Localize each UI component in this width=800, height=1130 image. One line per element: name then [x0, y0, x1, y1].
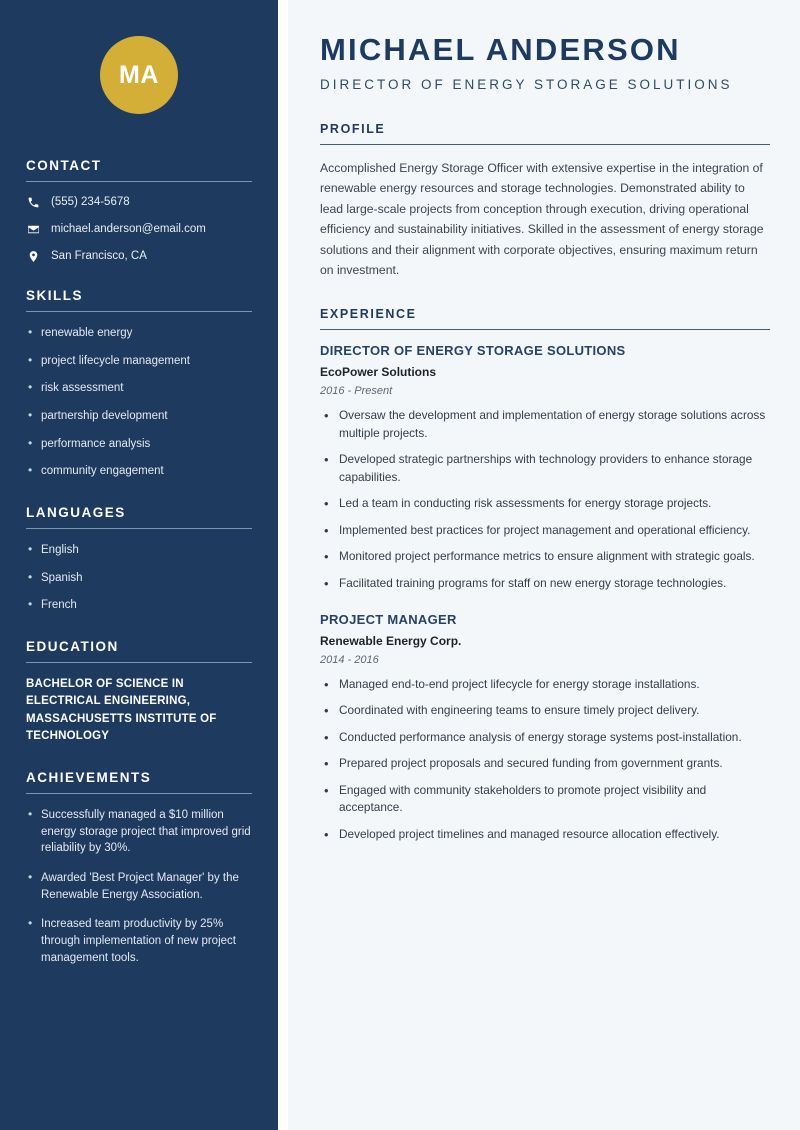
contact-phone-value: (555) 234-5678 — [51, 196, 130, 208]
list-item: • partnership development — [26, 408, 252, 425]
job-dates: 2014 - 2016 — [320, 653, 379, 666]
profile-heading: PROFILE — [320, 122, 386, 137]
list-item: • Monitored project performance metrics to ensure alignment with strategic goals. — [320, 548, 770, 565]
job-company: Renewable Energy Corp. — [320, 633, 462, 648]
list-item: • Awarded 'Best Project Manager' by the Renewable Energy Association. — [26, 870, 252, 903]
professional-title: DIRECTOR OF ENERGY STORAGE SOLUTIONS — [320, 77, 733, 93]
contact-item-phone[interactable] — [26, 195, 252, 209]
list-item: • Coordinated with engineering teams to ensure timely project delivery. — [320, 702, 770, 719]
contact-heading: CONTACT — [26, 158, 102, 173]
experience-heading: EXPERIENCE — [320, 307, 417, 322]
contact-email-value: michael.anderson@email.com — [51, 223, 206, 235]
list-item: • Increased team productivity by 25% through implementation of new project management tools. — [26, 916, 252, 966]
skills-list — [26, 325, 252, 480]
list-item: • risk assessment — [26, 380, 252, 397]
list-item: • French — [26, 597, 252, 614]
languages-list — [26, 542, 252, 614]
location-pin-icon — [26, 249, 40, 263]
achievements-heading: ACHIEVEMENTS — [26, 770, 152, 786]
education-heading: EDUCATION — [26, 639, 119, 655]
job-bullet-list — [320, 407, 770, 592]
skills-section — [26, 288, 252, 480]
sidebar — [0, 0, 278, 1130]
job-role: DIRECTOR OF ENERGY STORAGE SOLUTIONS — [320, 343, 626, 359]
contact-section — [26, 158, 252, 263]
education-divider — [26, 662, 252, 663]
avatar-container — [26, 0, 252, 158]
experience-section — [320, 307, 770, 843]
page-title: MICHAEL ANDERSON — [320, 32, 681, 67]
job-company: EcoPower Solutions — [320, 365, 437, 380]
avatar-initials: MA — [100, 36, 178, 114]
languages-section — [26, 505, 252, 614]
contact-location-value: San Francisco, CA — [51, 250, 147, 262]
profile-divider — [320, 144, 770, 145]
skills-divider — [26, 311, 252, 312]
column-gap — [278, 0, 288, 1130]
languages-divider — [26, 528, 252, 529]
contact-item-location[interactable] — [26, 249, 252, 263]
experience-entry — [320, 612, 770, 843]
list-item: • Successfully managed a $10 million energy storage project that improved grid reliability by 30%. — [26, 807, 252, 857]
profile-section — [320, 122, 770, 280]
list-item: • Managed end-to-end project lifecycle for energy storage installations. — [320, 676, 770, 693]
list-item: • Facilitated training programs for staff on new energy storage technologies. — [320, 575, 770, 592]
achievements-list — [26, 807, 252, 966]
contact-divider — [26, 181, 252, 182]
list-item: • Developed strategic partnerships with technology providers to enhance storage capabilities. — [320, 451, 770, 486]
list-item: • Spanish — [26, 570, 252, 587]
list-item: • community engagement — [26, 463, 252, 480]
list-item: • Engaged with community stakeholders to promote project visibility and acceptance. — [320, 782, 770, 817]
phone-icon — [26, 195, 40, 209]
job-dates: 2016 - Present — [320, 385, 393, 398]
education-section — [26, 639, 252, 745]
job-role: PROJECT MANAGER — [320, 611, 457, 627]
list-item: • Implemented best practices for project management and operational efficiency. — [320, 522, 770, 539]
experience-entry — [320, 343, 770, 592]
main-content — [288, 0, 800, 1130]
achievements-section — [26, 770, 252, 966]
list-item: • renewable energy — [26, 325, 252, 342]
education-entry: BACHELOR OF SCIENCE IN ELECTRICAL ENGINEERING, MASSACHUSETTS INSTITUTE OF TECHNOLOGY — [26, 678, 217, 742]
list-item: • performance analysis — [26, 436, 252, 453]
list-item: • Developed project timelines and managed resource allocation effectively. — [320, 826, 770, 843]
list-item: • English — [26, 542, 252, 559]
list-item: • Oversaw the development and implementation of energy storage solutions across multiple projects. — [320, 407, 770, 442]
languages-heading: LANGUAGES — [26, 505, 126, 521]
skills-heading: SKILLS — [26, 288, 84, 303]
job-bullet-list — [320, 676, 770, 843]
list-item: • project lifecycle management — [26, 353, 252, 370]
achievements-divider — [26, 793, 252, 794]
list-item: • Conducted performance analysis of energy storage systems post-installation. — [320, 729, 770, 746]
list-item: • Led a team in conducting risk assessments for energy storage projects. — [320, 495, 770, 512]
experience-divider — [320, 329, 770, 330]
envelope-icon — [26, 222, 40, 236]
contact-item-email[interactable] — [26, 222, 252, 236]
list-item: • Prepared project proposals and secured funding from government grants. — [320, 755, 770, 772]
profile-text: Accomplished Energy Storage Officer with extensive expertise in the integration of renewable energy resources and storage technologies. Demonstrated ability to lead large-scale projects from conception through execution, driving operational efficiency and sustainability initiatives. Skilled in the assessment of energy storage solutions and their alignment with corporate objectives, ensuring maximum return on investment. — [320, 161, 764, 277]
